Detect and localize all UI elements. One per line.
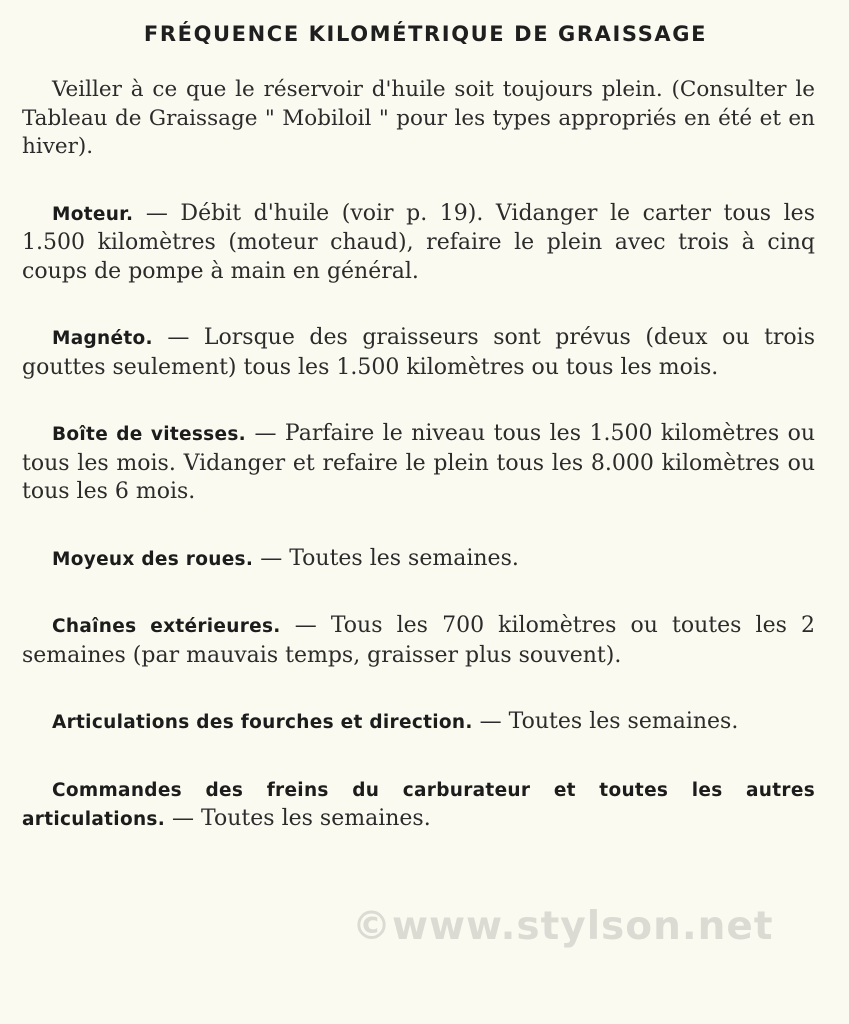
section-magneto: [22, 324, 815, 382]
watermark: ©www.stylson.net: [352, 904, 774, 949]
section-moyeux-des-roues: [22, 545, 815, 575]
section-heading: Moteur.: [52, 203, 134, 225]
page-title: FRÉQUENCE KILOMÉTRIQUE DE GRAISSAGE: [143, 22, 708, 46]
section-text: — Lorsque des graisseurs sont prévus (deux ou trois gouttes seulement) tous les 1.500 kilomètres ou tous les mois.: [22, 325, 815, 380]
section-text: — Toutes les semaines.: [165, 806, 431, 831]
section-chaines-exterieures: [22, 612, 815, 670]
section-heading: Commandes des freins du carburateur et toutes les autres articulations.: [22, 779, 815, 830]
section-text: — Tous les 700 kilomètres ou toutes les 2 semaines (par mauvais temps, graisser plus souvent).: [22, 613, 815, 668]
section-text: — Parfaire le niveau tous les 1.500 kilomètres ou tous les mois. Vidanger et refaire le plein tous les 8.000 kilomètres ou tous les 6 mois.: [22, 421, 815, 504]
intro-paragraph: Veiller à ce que le réservoir d'huile soit toujours plein. (Consulter le Tableau de Graissage " Mobiloil " pour les types appropriés en été et en hiver).: [22, 77, 815, 159]
section-moteur: [22, 200, 815, 287]
section-heading: Boîte de vitesses.: [52, 424, 246, 445]
section-heading: Articulations des fourches et direction.: [52, 712, 473, 733]
section-boite-de-vitesses: [22, 420, 815, 507]
section-text: — Toutes les semaines.: [253, 545, 519, 571]
section-heading: Moyeux des roues.: [52, 548, 254, 570]
section-heading: Magnéto.: [52, 328, 153, 349]
section-text: — Débit d'huile (voir p. 19). Vidanger le carter tous les 1.500 kilomètres (moteur chaud), refaire le plein avec trois à cinq coups de pompe à main en général.: [22, 200, 815, 284]
section-heading: Chaînes extérieures.: [52, 616, 281, 637]
section-commandes: [22, 776, 815, 835]
section-articulations: [22, 708, 815, 738]
section-text: — Toutes les semaines.: [472, 709, 739, 734]
